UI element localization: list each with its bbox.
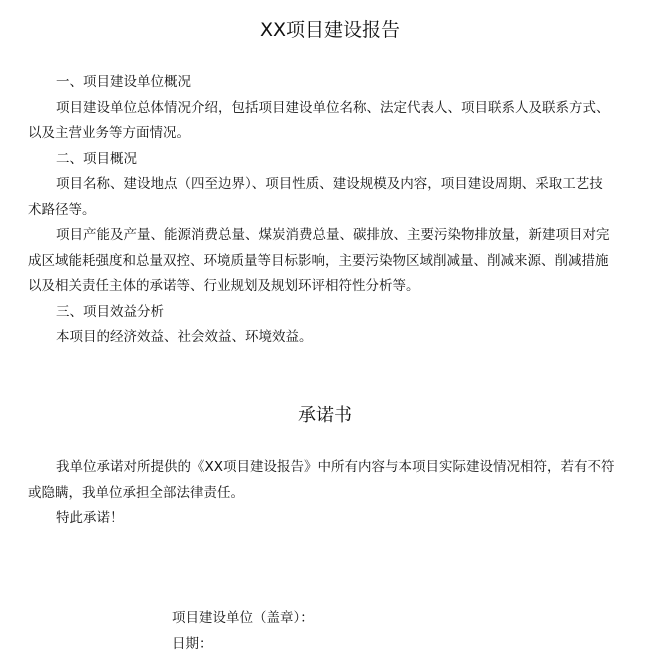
commitment-text: 我单位承诺对所提供的《XX项目建设报告》中所有内容与本项目实际建设情况相符，若有不符或隐瞒，我单位承担全部法律责任。	[28, 459, 615, 501]
section-1-body: 项目建设单位总体情况介绍，包括项目建设单位名称、法定代表人、项目联系人及联系方式、以及主营业务等方面情况。	[28, 99, 610, 141]
report-title: XX项目建设报告	[259, 19, 401, 41]
signature-unit-label: 项目建设单位（盖章）：	[172, 610, 314, 626]
section-3-body: 本项目的经济效益、社会效益、环境效益。	[56, 329, 313, 345]
commitment-closing: 特此承诺！	[56, 510, 124, 526]
section-2-heading: 二、项目概况	[56, 150, 137, 167]
commitment-body	[28, 455, 616, 532]
signature-date-label: 日期：	[172, 636, 213, 652]
section-1-heading: 一、项目建设单位概况	[56, 74, 191, 90]
commitment-title: 承诺书	[298, 405, 352, 426]
section-2-body-2: 项目产能及产量、能源消费总量、煤炭消费总量、碳排放、主要污染物排放量，新建项目对完成区域能耗强度和总量双控、环境质量等目标影响，主要污染物区域削减量、削减来源、削减措施以及相关责任主体的承诺等、行业规划及规划环评相符性分析等。	[28, 227, 610, 294]
section-2-body-1: 项目名称、建设地点（四至边界）、项目性质、建设规模及内容，项目建设周期、采取工艺技术路径等。	[28, 176, 603, 218]
section-3-heading: 三、项目效益分析	[56, 303, 164, 320]
report-body	[28, 70, 616, 351]
